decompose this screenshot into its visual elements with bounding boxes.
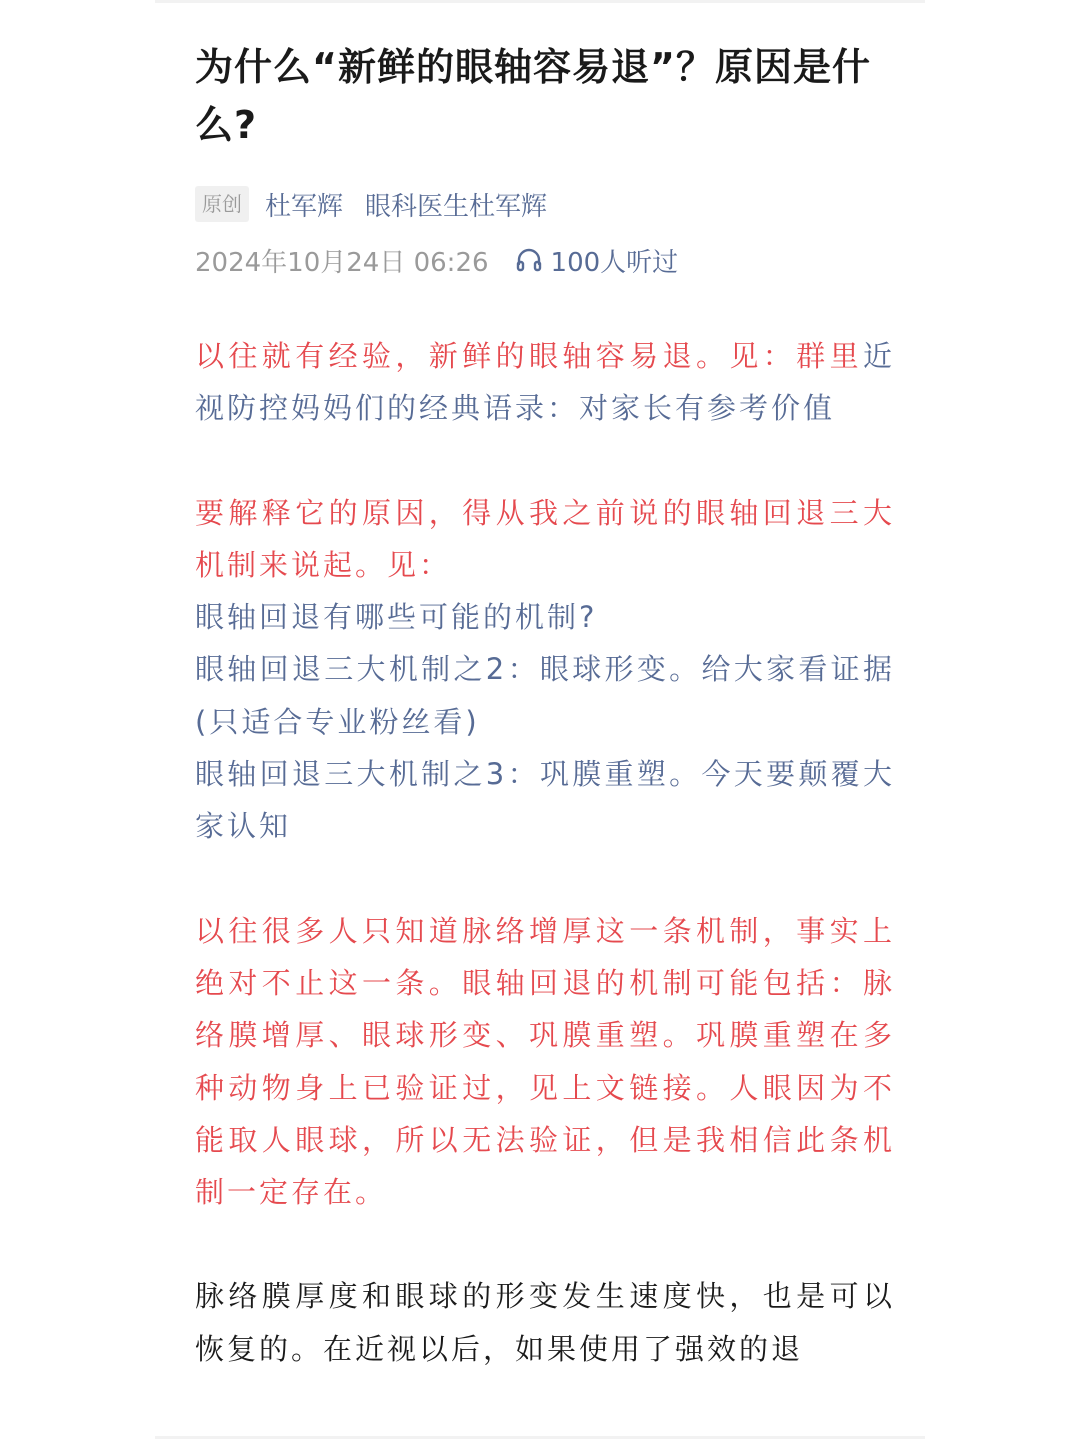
paragraph-2-text: 要解释它的原因，得从我之前说的眼轴回退三大机制来说起。见： xyxy=(195,495,895,582)
related-article-link-3[interactable]: 眼轴回退三大机制之2：眼球形变。给大家看证据(只适合专业粉丝看) xyxy=(195,652,895,739)
paragraph-1 xyxy=(195,330,895,435)
paragraph-4: 脉络膜厚度和眼球的形变发生速度快，也是可以恢复的。在近视以后，如果使用了强效的退 xyxy=(195,1279,895,1366)
related-article-link-4[interactable]: 眼轴回退三大机制之3：巩膜重塑。今天要颠覆大家认知 xyxy=(195,757,895,844)
paragraph-3: 以往很多人只知道脉络增厚这一条机制，事实上绝对不止这一条。眼轴回退的机制可能包括：脉络膜增厚、眼球形变、巩膜重塑。巩膜重塑在多种动物身上已验证过，见上文链接。人眼因为不能取人眼球，所以无法验证，但是我相信此条机制一定存在。 xyxy=(195,913,895,1210)
listen-count[interactable]: 100人听过 xyxy=(550,247,679,278)
account-name-link[interactable]: 眼科医生杜军辉 xyxy=(365,191,548,222)
original-badge: 原创 xyxy=(195,186,249,222)
top-divider xyxy=(155,0,925,3)
headphones-icon[interactable] xyxy=(515,246,543,274)
related-article-link-1[interactable]: 近视防控妈妈们的经典语录：对家长有参考价值 xyxy=(195,339,895,426)
publish-meta xyxy=(195,240,895,280)
article-title: 为什么“新鲜的眼轴容易退”？原因是什么? xyxy=(195,45,871,147)
publish-date: 2024年10月24日 06:26 xyxy=(195,247,489,278)
related-article-link-2[interactable]: 眼轴回退有哪些可能的机制? xyxy=(195,600,598,635)
paragraph-2 xyxy=(195,487,895,853)
paragraph-1-text: 以往就有经验，新鲜的眼轴容易退。见：群里 xyxy=(195,339,863,373)
article-container xyxy=(195,38,895,1427)
author-name-link[interactable]: 杜军辉 xyxy=(265,191,344,222)
article-content xyxy=(195,330,895,1375)
author-meta xyxy=(195,184,895,224)
